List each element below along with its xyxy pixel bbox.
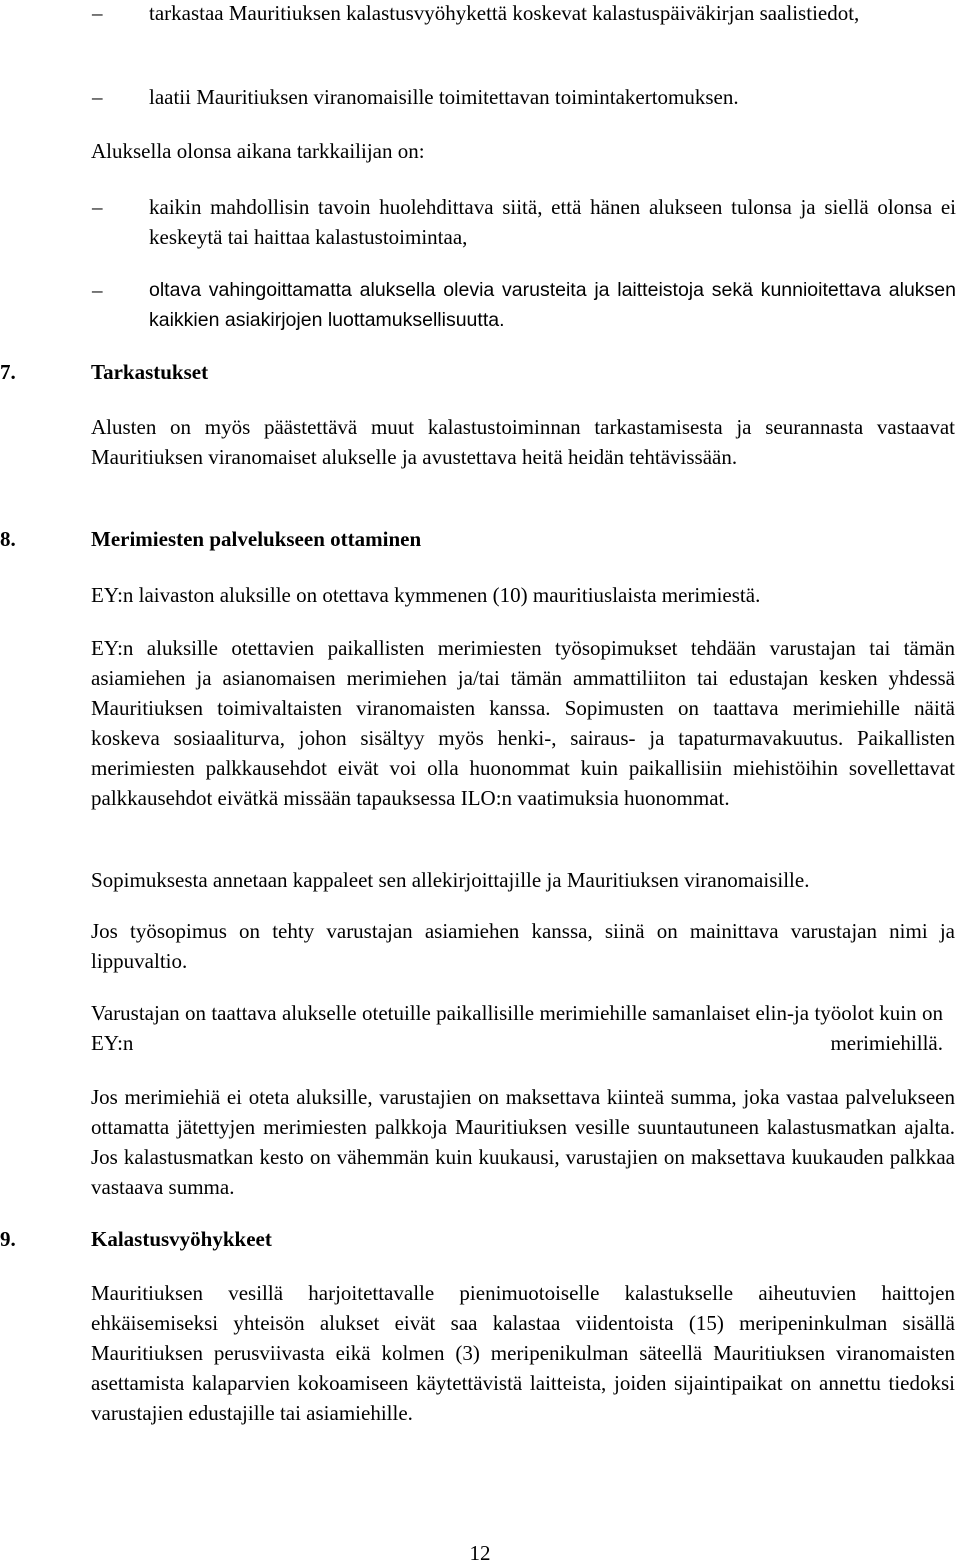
section-title: Merimiesten palvelukseen ottaminen: [91, 527, 422, 551]
list-item-text: kaikin mahdollisin tavoin huolehdittava siitä, että hänen alukseen tulonsa ja siellä olonsa ei keskeytä tai haittaa kalastustoimintaa,: [149, 195, 956, 249]
list-item: [92, 275, 956, 335]
list-item-text: oltava vahingoittamatta aluksella olevia varusteita ja laitteistoja sekä kunnioitettava aluksen kaikkien asiakirjojen luottamuksellisuutta.: [149, 279, 956, 331]
list-item: [92, 0, 956, 28]
dash-marker: –: [92, 1, 103, 25]
paragraph: Alusten on myös päästettävä muut kalastustoiminnan tarkastamisesta ja seurannasta vastaavat Mauritiuksen viranomaiset alukselle ja avustettava heitä heidän tehtävissään.: [91, 415, 955, 469]
paragraph: Aluksella olonsa aikana tarkkailijan on:: [91, 139, 425, 163]
paragraph: Varustajan on taattava alukselle otetuille paikallisille merimiehille samanlaiset elin-ja työolot kuin on EY:n merimiehillä.: [91, 1001, 943, 1055]
list-item-text: tarkastaa Mauritiuksen kalastusvyöhykettä koskevat kalastuspäiväkirjan saalistiedot,: [149, 1, 860, 25]
section-number: 9.: [0, 1227, 16, 1251]
dash-marker: –: [92, 85, 103, 109]
paragraph: EY:n aluksille otettavien paikallisten merimiesten työsopimukset tehdään varustajan tai tämän asiamiehen ja asianomaisen merimiehen ja/tai tämän ammattiliiton tai edustajan kesken yhdessä Mauritiuksen toimivaltaisten viranomaisten kanssa. Sopimusten on taattava merimiehille näitä koskeva sosiaaliturva, johon sisältyy myös henki-, sairaus- ja tapaturmavakuutus. Paikallisten merimiesten palkkausehdot eivät voi olla huonommat kuin paikallisiin miehistöihin sovellettavat palkkausehdot eivätkä missään tapauksessa ILO:n vaatimuksia huonommat.: [91, 636, 955, 810]
paragraph: EY:n laivaston aluksille on otettava kymmenen (10) mauritiuslaista merimiestä.: [91, 583, 761, 607]
list-item: [92, 82, 956, 112]
section-title: Tarkastukset: [91, 360, 209, 384]
dash-marker: –: [92, 195, 103, 219]
list-item-text: laatii Mauritiuksen viranomaisille toimitettavan toimintakertomuksen.: [149, 85, 739, 109]
paragraph: Mauritiuksen vesillä harjoitettavalle pienimuotoiselle kalastukselle aiheutuvien haittojen ehkäisemiseksi yhteisön alukset eivät saa kalastaa viidentoista (15) meripeninkulman sisällä Mauritiuksen perusviivasta eikä kolmen (3) meripenikulman säteellä Mauritiuksen viranomaisten asettamista kalaparvien kokoamiseen käytettävistä laitteista, joiden sijaintipaikat on annettu tiedoksi varustajien edustajille tai asiamiehille.: [91, 1281, 955, 1425]
page-number: 12: [469, 1541, 491, 1565]
section-number: 7.: [0, 360, 16, 384]
list-item: [92, 192, 956, 252]
dash-marker: –: [92, 278, 103, 302]
paragraph: Jos työsopimus on tehty varustajan asiamiehen kanssa, siinä on mainittava varustajan nimi ja lippuvaltio.: [91, 919, 955, 973]
section-title: Kalastusvyöhykkeet: [91, 1227, 272, 1251]
paragraph: Sopimuksesta annetaan kappaleet sen allekirjoittajille ja Mauritiuksen viranomaisille.: [91, 868, 810, 892]
section-number: 8.: [0, 527, 16, 551]
paragraph: Jos merimiehiä ei oteta aluksille, varustajien on maksettava kiinteä summa, joka vastaa palvelukseen ottamatta jätettyjen merimiesten palkkoja Mauritiuksen vesille suuntautuneen kalastusmatkan ajalta. Jos kalastusmatkan kesto on vähemmän kuin kuukausi, varustajien on maksettava kuukauden palkkaa vastaava summa.: [91, 1085, 955, 1199]
